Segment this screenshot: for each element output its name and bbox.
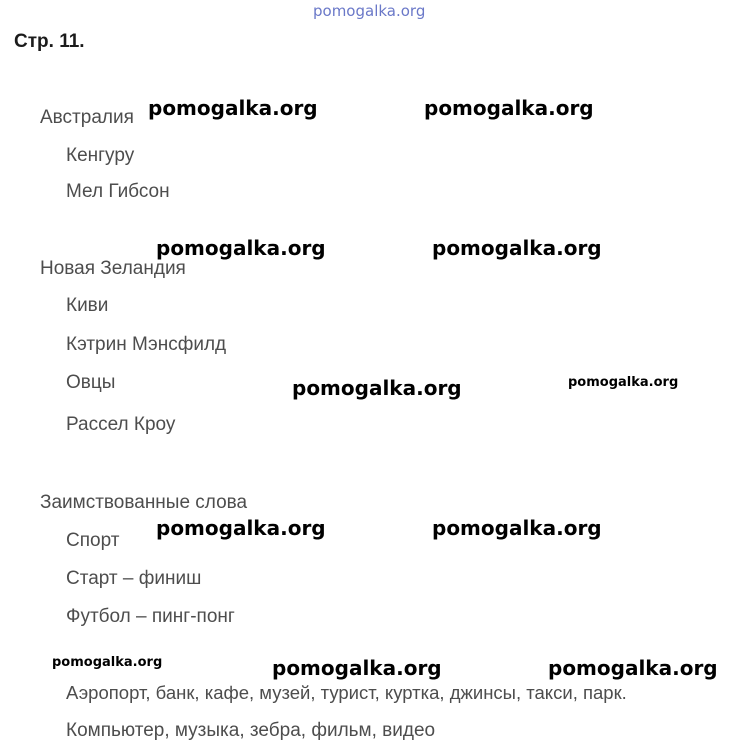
list-item: Овцы xyxy=(66,372,116,393)
watermark: pomogalka.org xyxy=(156,516,326,540)
watermark: pomogalka.org xyxy=(52,655,163,670)
watermark: pomogalka.org xyxy=(432,516,602,540)
watermark: pomogalka.org xyxy=(156,236,326,260)
list-item: Кенгуру xyxy=(66,145,135,166)
list-item: Кэтрин Мэнсфилд xyxy=(66,334,227,355)
watermark: pomogalka.org xyxy=(148,96,318,120)
list-item: Футбол – пинг-понг xyxy=(66,606,235,627)
section-heading-new-zealand: Новая Зеландия xyxy=(40,258,186,279)
watermark: pomogalka.org xyxy=(548,656,718,680)
list-item: Старт – финиш xyxy=(66,568,202,589)
list-item: Аэропорт, банк, кафе, музей, турист, куртка, джинсы, такси, парк. xyxy=(66,682,627,703)
list-item: Спорт xyxy=(66,530,120,551)
watermark: pomogalka.org xyxy=(272,656,442,680)
page-title: Стр. 11. xyxy=(14,31,85,52)
list-item: Компьютер, музыка, зебра, фильм, видео xyxy=(66,720,436,741)
watermark: pomogalka.org xyxy=(424,96,594,120)
watermark: pomogalka.org xyxy=(292,376,462,400)
list-item: Рассел Кроу xyxy=(66,414,176,435)
list-item: Киви xyxy=(66,295,109,316)
watermark: pomogalka.org xyxy=(432,236,602,260)
watermark: pomogalka.org xyxy=(568,375,679,390)
list-item: Мел Гибсон xyxy=(66,181,170,202)
section-heading-australia: Австралия xyxy=(40,107,134,128)
section-heading-borrowed-words: Заимствованные слова xyxy=(40,492,248,513)
watermark-top: pomogalka.org xyxy=(313,2,426,20)
